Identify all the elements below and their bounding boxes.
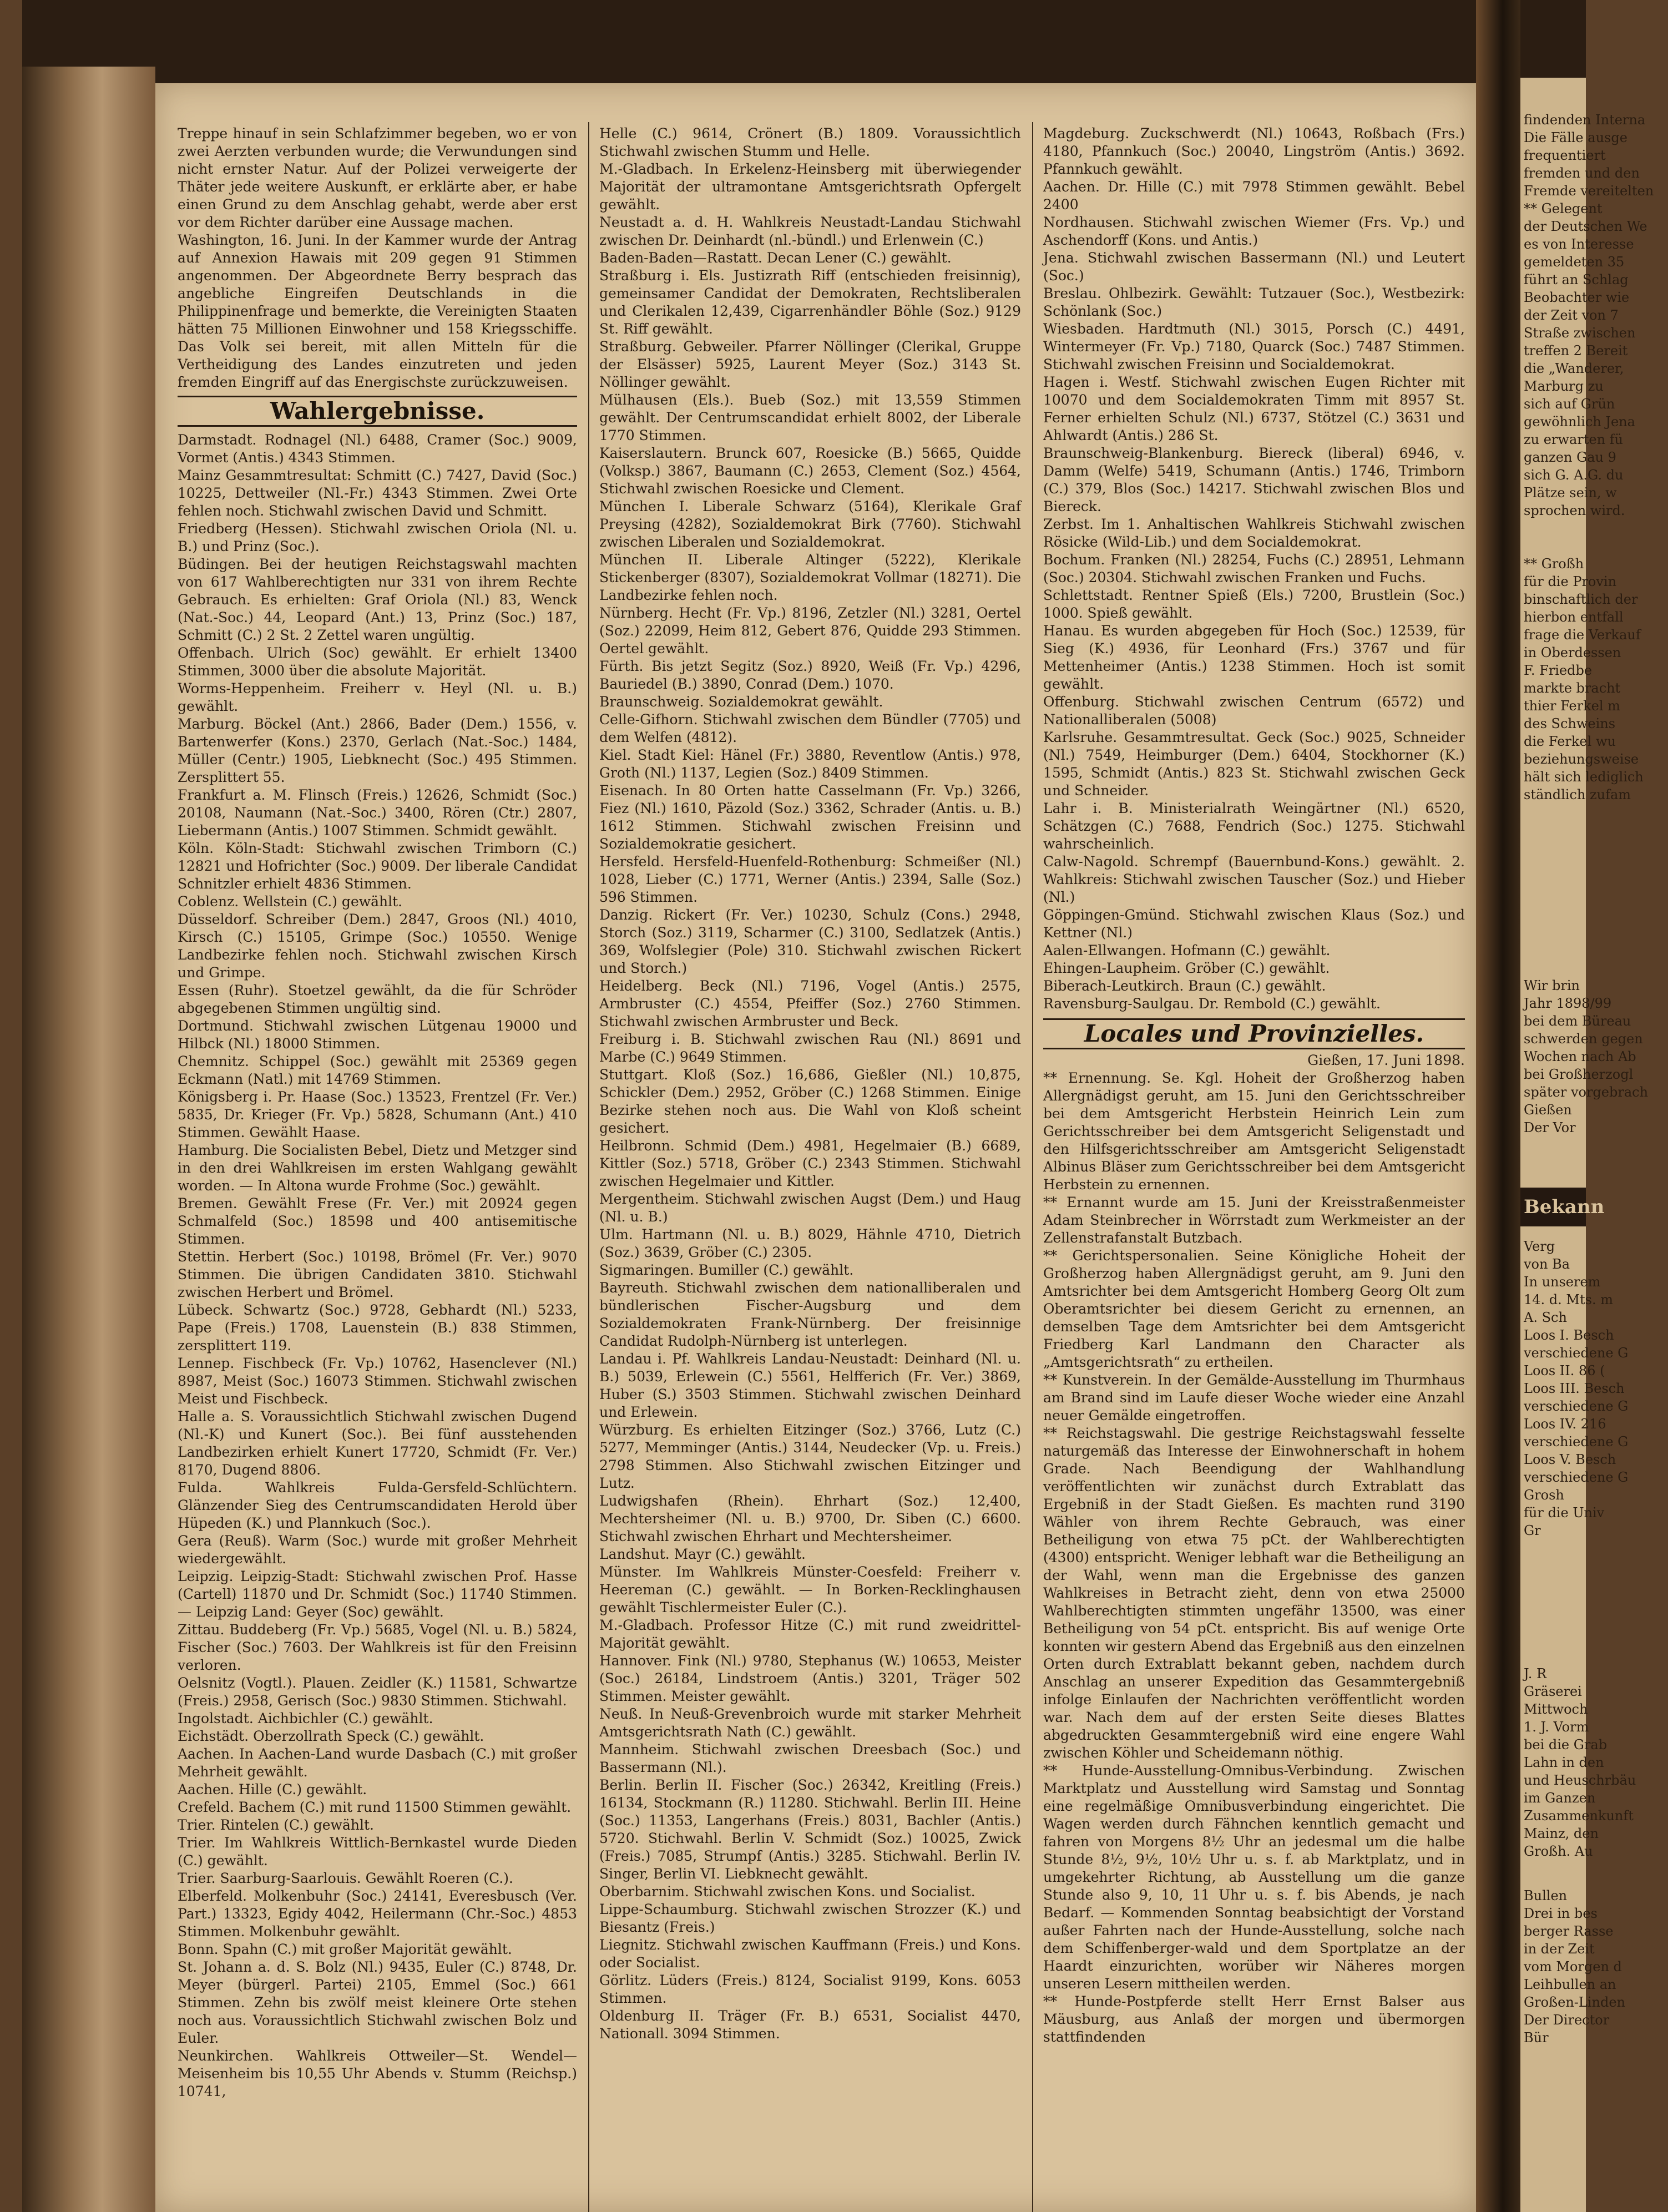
next-page-text-2: ** Großh für die Provin binschaftlich der hierbon entfall frage die Verkauf in Oberdessen F. Friedbe markte bracht thier Ferkel m des Schweins die Ferkel wu beziehungsweise hält sich lediglich ständlich zufam: [1524, 556, 1644, 802]
column-rule-1: [588, 122, 589, 2212]
election-results-list: Darmstadt. Rodnagel (Nl.) 6488, Cramer (Soc.) 9009, Vormet (Antis.) 4343 Stimmen. Mainz Gesammtresultat: Schmitt (C.) 7427, David (Soc.) 10225, Dettweiler (Nl.-Fr.) 4343 Stimmen. Zwei Orte fehlen noch. Stichwahl zwischen David und Schmitt. Friedberg (Hessen). Stichwahl zwischen Oriola (Nl. u. B.) und Prinz (Soc.). Büdingen. Bei der heutigen Reichstagswahl machten von 617 Wahlberechtigten nur 331 von ihrem Rechte Gebrauch. Es erhielten: Graf Oriola (Nl.) 83, Wenck (Nat.-Soc.) 44, Leopard (Ant.) 13, Prinz (Soc.) 187, Schmitt (C.) 2 St. 2 Zettel waren ungültig. Offenbach. Ulrich (Soc) gewählt. Er erhielt 13400 Stimmen, 3000 über die absolute Majorität. Worms-Heppenheim. Freiherr v. Heyl (Nl. u. B.) gewählt. Marburg. Böckel (Ant.) 2866, Bader (Dem.) 1556, v. Bartenwerfer (Kons.) 2370, Gerlach (Nat.-Soc.) 1484, Müller (Centr.) 1905, Liebknecht (Soc.) 495 Stimmen. Zersplittert 55. Frankfurt a. M. Flinsch (Freis.) 12626, Schmidt (Soc.) 20108, Naumann (Nat.-Soc.) 3400, Rören (Ctr.) 2807, Liebermann (Antis.) 1007 Stimmen. Schmidt gewählt. Köln. Köln-Stadt: Stichwahl zwischen Trimborn (C.) 12821 und Hofrichter (Soc.) 9009. Der liberale Candidat Schnitzler erhielt 4836 Stimmen. Coblenz. Wellstein (C.) gewählt. Düsseldorf. Schreiber (Dem.) 2847, Groos (Nl.) 4010, Kirsch (C.) 15105, Grimpe (Soc.) 10550. Wenige Landbezirke fehlen noch. Stichwahl zwischen Kirsch und Grimpe. Essen (Ruhr). Stoetzel gewählt, da die für Schröder abgegebenen Stimmen ungültig sind. Dortmund. Stichwahl zwischen Lütgenau 19000 und Hilbck (Nl.) 18000 Stimmen. Chemnitz. Schippel (Soc.) gewählt mit 25369 gegen Eckmann (Natl.) mit 14769 Stimmen. Königsberg i. Pr. Haase (Soc.) 13523, Frentzel (Fr. Ver.) 5835, Dr. Krieger (Fr. Vp.) 5828, Schumann (Ant.) 410 Stimmen. Gewählt Haase. Hamburg. Die Socialisten Bebel, Dietz und Metzger sind in den drei Wahlkreisen im ersten Wahlgang gewählt worden. — In Altona wurde Frohme (Soc.) gewählt. Bremen. Gewählt Frese (Fr. Ver.) mit 20924 gegen Schmalfeld (Soc.) 18598 und 400 antisemitische Stimmen. Stettin. Herbert (Soc.) 10198, Brömel (Fr. Ver.) 9070 Stimmen. Die übrigen Candidaten 3810. Stichwahl zwischen Herbert und Brömel. Lübeck. Schwartz (Soc.) 9728, Gebhardt (Nl.) 5233, Pape (Freis.) 1708, Lauenstein (B.) 838 Stimmen, zersplittert 119. Lennep. Fischbeck (Fr. Vp.) 10762, Hasenclever (Nl.) 8987, Meist (Soc.) 16073 Stimmen. Stichwahl zwischen Meist und Fischbeck. Halle a. S. Voraussichtlich Stichwahl zwischen Dugend (Nl.-K) und Kunert (Soc.). Bei fünf ausstehenden Landbezirken erhielt Kunert 17720, Schmidt (Fr. Ver.) 8170, Dugend 8806. Fulda. Wahlkreis Fulda-Gersfeld-Schlüchtern. Glänzender Sieg des Centrumscandidaten Herold über Hüpeden (K.) und Plannkuch (Soc.). Gera (Reuß). Warm (Soc.) wurde mit großer Mehrheit wiedergewählt. Leipzig. Leipzig-Stadt: Stichwahl zwischen Prof. Hasse (Cartell) 11870 und Dr. Schmidt (Soc.) 11740 Stimmen. — Leipzig Land: Geyer (Soc) gewählt. Zittau. Buddeberg (Fr. Vp.) 5685, Vogel (Nl. u. B.) 5824, Fischer (Soc.) 7603. Der Wahlkreis ist für den Freisinn verloren. Oelsnitz (Vogtl.). Plauen. Zeidler (K.) 11581, Schwartze (Freis.) 2958, Gerisch (Soc.) 9830 Stimmen. Stichwahl. Ingolstadt. Aichbichler (C.) gewählt. Eichstädt. Oberzollrath Speck (C.) gewählt. Aachen. In Aachen-Land wurde Dasbach (C.) mit großer Mehrheit gewählt. Aachen. Hille (C.) gewählt. Crefeld. Bachem (C.) mit rund 11500 Stimmen gewählt. Trier. Rintelen (C.) gewählt. Trier. Im Wahlkreis Wittlich-Bernkastel wurde Dieden (C.) gewählt. Trier. Saarburg-Saarlouis. Gewählt Roeren (C.). Elberfeld. Molkenbuhr (Soc.) 24141, Everesbusch (Ver. Part.) 13323, Egidy 4042, Heilermann (Chr.-Soc.) 4853 Stimmen. Molkenbuhr gewählt. Bonn. Spahn (C.) mit großer Majorität gewählt. St. Johann a. d. S. Bolz (Nl.) 9435, Euler (C.) 8748, Dr. Meyer (bürgerl. Partei) 2105, Emmel (Soc.) 661 Stimmen. Zehn bis zwölf meist kleinere Orte stehen noch aus. Voraussichtlich Stichwahl zwischen Bolz und Euler. Neunkirchen. Wahlkreis Ottweiler—St. Wendel—Meisenheim bis 10,55 Uhr Abends v. Stumm (Reichsp.) 10741,: [178, 432, 577, 2099]
column-rule-2: [1032, 122, 1033, 2212]
column-2-text: [599, 125, 1021, 2043]
next-page-strip: [1520, 78, 1654, 2212]
election-results-list-3: Magdeburg. Zuckschwerdt (Nl.) 10643, Roßbach (Frs.) 4180, Pfannkuch (Soc.) 20040, Lingström (Antis.) 3692. Pfannkuch gewählt. Aachen. Dr. Hille (C.) mit 7978 Stimmen gewählt. Bebel 2400 Nordhausen. Stichwahl zwischen Wiemer (Frs. Vp.) und Aschendorff (Kons. und Antis.) Jena. Stichwahl zwischen Bassermann (Nl.) und Leutert (Soc.) Breslau. Ohlbezirk. Gewählt: Tutzauer (Soc.), Westbezirk: Schönlank (Soc.) Wiesbaden. Hardtmuth (Nl.) 3015, Porsch (C.) 4491, Wintermeyer (Fr. Vp.) 7180, Quarck (Soc.) 7487 Stimmen. Stichwahl zwischen Freisinn und Socialdemokrat. Hagen i. Westf. Stichwahl zwischen Eugen Richter mit 10070 und dem Socialdemokraten Timm mit 8957 St. Ferner erhielten Schulz (Nl.) 6737, Stötzel (C.) 3631 und Ahlwardt (Antis.) 286 St. Braunschweig-Blankenburg. Biereck (liberal) 6946, v. Damm (Welfe) 5419, Schumann (Antis.) 1746, Trimborn (C.) 379, Blos (Soc.) 14217. Stichwahl zwischen Blos und Biereck. Zerbst. Im 1. Anhaltischen Wahlkreis Stichwahl zwischen Rösicke (Wild-Lib.) und dem Socialdemokrat. Bochum. Franken (Nl.) 28254, Fuchs (C.) 28951, Lehmann (Soc.) 20304. Stichwahl zwischen Franken und Fuchs. Schlettstadt. Rentner Spieß (Els.) 7200, Brustlein (Soc.) 1000. Spieß gewählt. Hanau. Es wurden abgegeben für Hoch (Soc.) 12539, für Sieg (K.) 4936, für Leonhard (Frs.) 3767 und für Mettenheimer (Antis.) 1238 Stimmen. Hoch ist somit gewählt. Offenburg. Stichwahl zwischen Centrum (6572) und Nationalliberalen (5008) Karlsruhe. Gesammtresultat. Geck (Soc.) 9025, Schneider (Nl.) 7549, Heimburger (Dem.) 6404, Stockhorner (K.) 1595, Schmidt (Antis.) 823 St. Stichwahl zwischen Geck und Schneider. Lahr i. B. Ministerialrath Weingärtner (Nl.) 6520, Schätzgen (C.) 7688, Fendrich (Soc.) 1275. Stichwahl wahrscheinlich. Calw-Nagold. Schrempf (Bauernbund-Kons.) gewählt. 2. Wahlkreis: Stichwahl zwischen Tauscher (Soz.) und Hieber (Nl.) Göppingen-Gmünd. Stichwahl zwischen Klaus (Soz.) und Kettner (Nl.) Aalen-Ellwangen. Hofmann (C.) gewählt. Ehingen-Laupheim. Gröber (C.) gewählt. Biberach-Leutkirch. Braun (C.) gewählt. Ravensburg-Saulgau. Dr. Rembold (C.) gewählt.: [1043, 125, 1465, 1012]
section-heading-wahlergebnisse: Wahlergebnisse.: [178, 396, 577, 427]
column-1: [178, 83, 577, 2212]
next-page-black-banner: [1520, 1188, 1605, 1226]
next-page-text-3: Wir brin Jahr 1898/99 bei dem Büreau schwerden gegen Wochen nach Ab bei Großherzogl später vorgebrach Gießen Der Vor: [1524, 978, 1649, 1135]
next-page-text-5: J. R Gräserei Mittwoch 1. J. Vorm bei die Grab Lahn in den und Heuschrbäu im Ganzen Zusammenkunft Mainz, den Großh. Au: [1524, 1666, 1636, 1859]
article-continuation: Treppe hinauf in sein Schlafzimmer begeben, wo er von zwei Aerzten verbunden wurde; die Verwundungen sind nicht ernster Natur. Auf der Polizei verweigerte der Thäter jede weitere Auskunft, er erklärte aber, er habe einen Grund zu dem Anschlag gehabt, werde aber erst vor dem Richter darüber eine Aussage machen.: [178, 125, 577, 230]
local-news-list: ** Ernennung. Se. Kgl. Hoheit der Großherzog haben Allergnädigst geruht, am 15. Juni den Gerichtsschreiber bei dem Amtsgericht Herbstein Heinrich Lein zum Gerichtsschreiber bei dem Amtsgericht Seligenstadt und den Hilfsgerichtsschreiber am Amtsgericht Seligenstadt Albinus Bläser zum Gerichtsschreiber bei dem Amtsgericht Herbstein zu ernennen. ** Ernannt wurde am 15. Juni der Kreisstraßenmeister Adam Steinbrecher in Wörrstadt zum Werkmeister an der Zellenstrafanstalt Butzbach. ** Gerichtspersonalien. Seine Königliche Hoheit der Großherzog haben Allergnädigst geruht, am 9. Juni den Amtsrichter bei dem Amtsgericht Homberg Georg Olt zum Oberamtsrichter bei diesem Gericht zu ernennen, an demselben Tage dem Amtsrichter bei dem Amtsgericht Friedberg Karl Landmann den Character als „Amtsgerichtsrath“ zu ertheilen. ** Kunstverein. In der Gemälde-Ausstellung im Thurmhaus am Brand sind im Laufe dieser Woche wieder eine Anzahl neuer Gemälde eingetroffen. ** Reichstagswahl. Die gestrige Reichstagswahl fesselte naturgemäß das Interesse der Einwohnerschaft in hohem Grade. Nach Beendigung der Wahlhandlung veröffentlichten wir zunächst durch Extrablatt das Ergebniß in der Stadt Gießen. Es machten rund 3190 Wähler von ihrem Rechte Gebrauch, was einer Betheiligung von etwa 75 pCt. der Wahlberechtigten (4300) entspricht. Weniger lebhaft war die Betheiligung an der Wahl, wenn man die Ergebnisse des ganzen Wahlkreises in Betracht zieht, denn von etwa 25000 Wahlberechtigten stimmten ungefähr 13500, was einer Betheiligung von 54 pCt. entspricht. Bis auf wenige Orte konnten wir gestern Abend das Ergebniß aus den einzelnen Orten durch Extrablatt bekannt geben, nachdem durch Anschlag an unserer Expedition das Gesammtergebniß infolge Einlaufen der Nachrichten veröffentlicht worden war. Nach dem auf der ersten Seite dieses Blattes abgedruckten Gesammtergebniß wird eine engere Wahl zwischen Köhler und Scheidemann nöthig. ** Hunde-Ausstellung-Omnibus-Verbindung. Zwischen Marktplatz und Ausstellung wird Samstag und Sonntag eine regelmäßige Omnibusverbindung eingerichtet. Die Wagen werden durch Fähnchen kenntlich gemacht und fahren von Morgens 8½ Uhr an jedesmal um die halbe Stunde 8½, 9½, 10½ Uhr u. s. f. ab Marktplatz, und in umgekehrter Richtung, ab Ausstellung um die ganze Stunde also 9, 10, 11 Uhr u. s. f. bis Abends, je nach Bedarf. — Kommenden Sonntag beabsichtigt der Vorstand außer Fahrten nach der Hunde-Ausstellung, solche nach dem Schiffenberger-wald und dem Sportplatze an der Haardt einzurichten, worüber wir Näheres morgen unseren Lesern mittheilen werden. ** Hunde-Postpferde stellt Herr Ernst Balser aus Mäusburg, aus Anlaß der morgen und übermorgen stattfindenden: [1043, 1070, 1465, 2045]
next-page-text-1: findenden Interna Die Fälle ausge frequentiert fremden und den Fremde vereitelten ** Gelegent der Deutschen We es von Interesse gemeldeten 35 führt an Schlag Beobachter wie der Zeit von 7 Straße zwischen treffen 2 Bereit die „Wanderer, Marburg zu sich auf Grün gewöhnlich Jena zu erwarten fü ganzen Gau 9 sich G. A.G. du Plätze sein, w sprochen wird.: [1524, 112, 1654, 518]
column-1-text: [178, 125, 577, 2100]
newspaper-page: [155, 83, 1476, 2212]
election-results-list-2: Helle (C.) 9614, Crönert (B.) 1809. Voraussichtlich Stichwahl zwischen Stumm und Helle. M.-Gladbach. In Erkelenz-Heinsberg mit überwiegender Majorität der ultramontane Amtsgerichtsrath Opfergelt gewählt. Neustadt a. d. H. Wahlkreis Neustadt-Landau Stichwahl zwischen Dr. Deinhardt (nl.-bündl.) und Erlenwein (C.) Baden-Baden—Rastatt. Decan Lener (C.) gewählt. Straßburg i. Els. Justizrath Riff (entschieden freisinnig), gemeinsamer Candidat der Demokraten, Rechtsliberalen und Clerikalen 12,439, Cigarrenhändler Böhle (Soz.) 9129 St. Riff gewählt. Straßburg. Gebweiler. Pfarrer Nöllinger (Clerikal, Gruppe der Elsässer) 5925, Laurent Meyer (Soz.) 3143 St. Nöllinger gewählt. Mülhausen (Els.). Bueb (Soz.) mit 13,559 Stimmen gewählt. Der Centrumscandidat erhielt 8002, der Liberale 1770 Stimmen. Kaiserslautern. Brunck 607, Roesicke (B.) 5665, Quidde (Volksp.) 3867, Baumann (C.) 2653, Clement (Soz.) 4564, Stichwahl zwischen Roesicke und Clement. München I. Liberale Schwarz (5164), Klerikale Graf Preysing (4282), Sozialdemokrat Birk (7760). Stichwahl zwischen Liberalen und Sozialdemokrat. München II. Liberale Altinger (5222), Klerikale Stickenberger (8307), Sozialdemokrat Vollmar (18271). Die Landbezirke fehlen noch. Nürnberg. Hecht (Fr. Vp.) 8196, Zetzler (Nl.) 3281, Oertel (Soz.) 22099, Heim 812, Gebert 876, Quidde 293 Stimmen. Oertel gewählt. Fürth. Bis jetzt Segitz (Soz.) 8920, Weiß (Fr. Vp.) 4296, Bauriedel (B.) 3890, Conrad (Dem.) 1070. Braunschweig. Sozialdemokrat gewählt. Celle-Gifhorn. Stichwahl zwischen dem Bündler (7705) und dem Welfen (4812). Kiel. Stadt Kiel: Hänel (Fr.) 3880, Reventlow (Antis.) 978, Groth (Nl.) 1137, Legien (Soz.) 8409 Stimmen. Eisenach. In 80 Orten hatte Casselmann (Fr. Vp.) 3266, Fiez (Nl.) 1610, Päzold (Soz.) 3362, Schrader (Antis. u. B.) 1612 Stimmen. Stichwahl zwischen Freisinn und Sozialdemokratie gesichert. Hersfeld. Hersfeld-Huenfeld-Rothenburg: Schmeißer (Nl.) 1028, Lieber (C.) 1771, Werner (Antis.) 2394, Salle (Soz.) 596 Stimmen. Danzig. Rickert (Fr. Ver.) 10230, Schulz (Cons.) 2948, Storch (Soz.) 3119, Scharmer (C.) 3100, Sedlatzek (Antis.) 369, Wolfslegier (Pole) 310. Stichwahl zwischen Rickert und Storch.) Heidelberg. Beck (Nl.) 7196, Vogel (Antis.) 2575, Armbruster (C.) 4554, Pfeiffer (Soz.) 2760 Stimmen. Stichwahl zwischen Armbruster und Beck. Freiburg i. B. Stichwahl zwischen Rau (Nl.) 8691 und Marbe (C.) 9649 Stimmen. Stuttgart. Kloß (Soz.) 16,686, Gießler (Nl.) 10,875, Schickler (Dem.) 2952, Gröber (C.) 1268 Stimmen. Einige Bezirke stehen noch aus. Die Wahl von Kloß scheint gesichert. Heilbronn. Schmid (Dem.) 4981, Hegelmaier (B.) 6689, Kittler (Soz.) 5718, Gröber (C.) 2343 Stimmen. Stichwahl zwischen Hegelmaier und Kittler. Mergentheim. Stichwahl zwischen Augst (Dem.) und Haug (Nl. u. B.) Ulm. Hartmann (Nl. u. B.) 8029, Hähnle 4710, Dietrich (Soz.) 3639, Gröber (C.) 2305. Sigmaringen. Bumiller (C.) gewählt. Bayreuth. Stichwahl zwischen dem nationalliberalen und bündlerischen Fischer-Augsburg und dem Sozialdemokraten Frank-Nürnberg. Der freisinnige Candidat Rudolph-Nürnberg ist unterlegen. Landau i. Pf. Wahlkreis Landau-Neustadt: Deinhard (Nl. u. B.) 5039, Erlewein (C.) 5561, Helfferich (Fr. Ver.) 3869, Huber (S.) 3503 Stimmen. Stichwahl zwischen Deinhard und Erlewein. Würzburg. Es erhielten Eitzinger (Soz.) 3766, Lutz (C.) 5277, Memminger (Antis.) 3144, Neudecker (Vp. u. Freis.) 2798 Stimmen. Also Stichwahl zwischen Eitzinger und Lutz. Ludwigshafen (Rhein). Ehrhart (Soz.) 12,400, Mechtersheimer (Nl. u. B.) 9700, Dr. Siben (C.) 6600. Stichwahl zwischen Ehrhart und Mechtersheimer. Landshut. Mayr (C.) gewählt. Münster. Im Wahlkreis Münster-Coesfeld: Freiherr v. Heereman (C.) gewählt. — In Borken-Recklinghausen gewählt Tischlermeister Euler (C.). M.-Gladbach. Professor Hitze (C.) mit rund zweidrittel-Majorität gewählt. Hannover. Fink (Nl.) 9780, Stephanus (W.) 10653, Meister (Soc.) 26184, Lindstroem (Antis.) 3201, Träger 502 Stimmen. Meister gewählt. Neuß. In Neuß-Grevenbroich wurde mit starker Mehrheit Amtsgerichtsrath Nath (C.) gewählt. Mannheim. Stichwahl zwischen Dreesbach (Soc.) und Bassermann (Nl.). Berlin. Berlin II. Fischer (Soc.) 26342, Kreitling (Freis.) 16134, Stockmann (R.) 11280. Stichwahl. Berlin III. Heine (Soc.) 11353, Langerhans (Freis.) 8031, Bachler (Antis.) 5720. Stichwahl. Berlin V. Schmidt (Soz.) 10025, Zwick (Freis.) 7085, Strumpf (Antis.) 3285. Stichwahl. Berlin IV. Singer, Berlin VI. Liebknecht gewählt. Oberbarnim. Stichwahl zwischen Kons. und Socialist. Lippe-Schaumburg. Stichwahl zwischen Strozzer (K.) und Biesantz (Freis.) Liegnitz. Stichwahl zwischen Kauffmann (Freis.) und Kons. oder Socialist. Görlitz. Lüders (Freis.) 8124, Socialist 9199, Kons. 6053 Stimmen. Oldenburg II. Träger (Fr. B.) 6531, Socialist 4470, Nationall. 3094 Stimmen.: [599, 125, 1021, 2042]
next-page-text-4: Verg von Ba In unserem 14. d. Mts. m A. Sch Loos I. Besch verschiedene G Loos II. 86 ( Loos III. Besch verschiedene G Loos IV. 216 verschiedene G Loos V. Besch verschiedene G Grosh für die Univ Gr: [1524, 1239, 1629, 1538]
page-gutter: [1476, 0, 1520, 2212]
column-3: [1043, 83, 1465, 2212]
section-heading-locales: Locales und Provinzielles.: [1043, 1018, 1465, 1049]
column-2: [599, 83, 1021, 2212]
column-3-text: [1043, 125, 1465, 2046]
article-washington: Washington, 16. Juni. In der Kammer wurde der Antrag auf Annexion Hawais mit 209 gegen 91 Stimmen angenommen. Der Abgeordnete Berry besprach das angebliche Eingreifen Deutschlands in die Philippinenfrage und bemerkte, die Vereinigten Staaten hätten 75 Millionen Einwohner und 158 Kriegsschiffe. Das Volk sei bereit, mit allen Mitteln für die Vertheidigung des Landes einzutreten und jeden fremden Eingriff auf das Energischste zurückzuweisen.: [178, 232, 577, 390]
dateline: Gießen, 17. Juni 1898.: [1307, 1052, 1465, 1068]
next-page-banner-text: Bekann: [1524, 1196, 1605, 1218]
next-page-text-6: Bullen Drei in bes berger Rasse in der Zeit vom Morgen d Leihbullen an Großen-Linden Der Director Bür: [1524, 1888, 1625, 2046]
book-binding-left: [22, 67, 155, 2212]
